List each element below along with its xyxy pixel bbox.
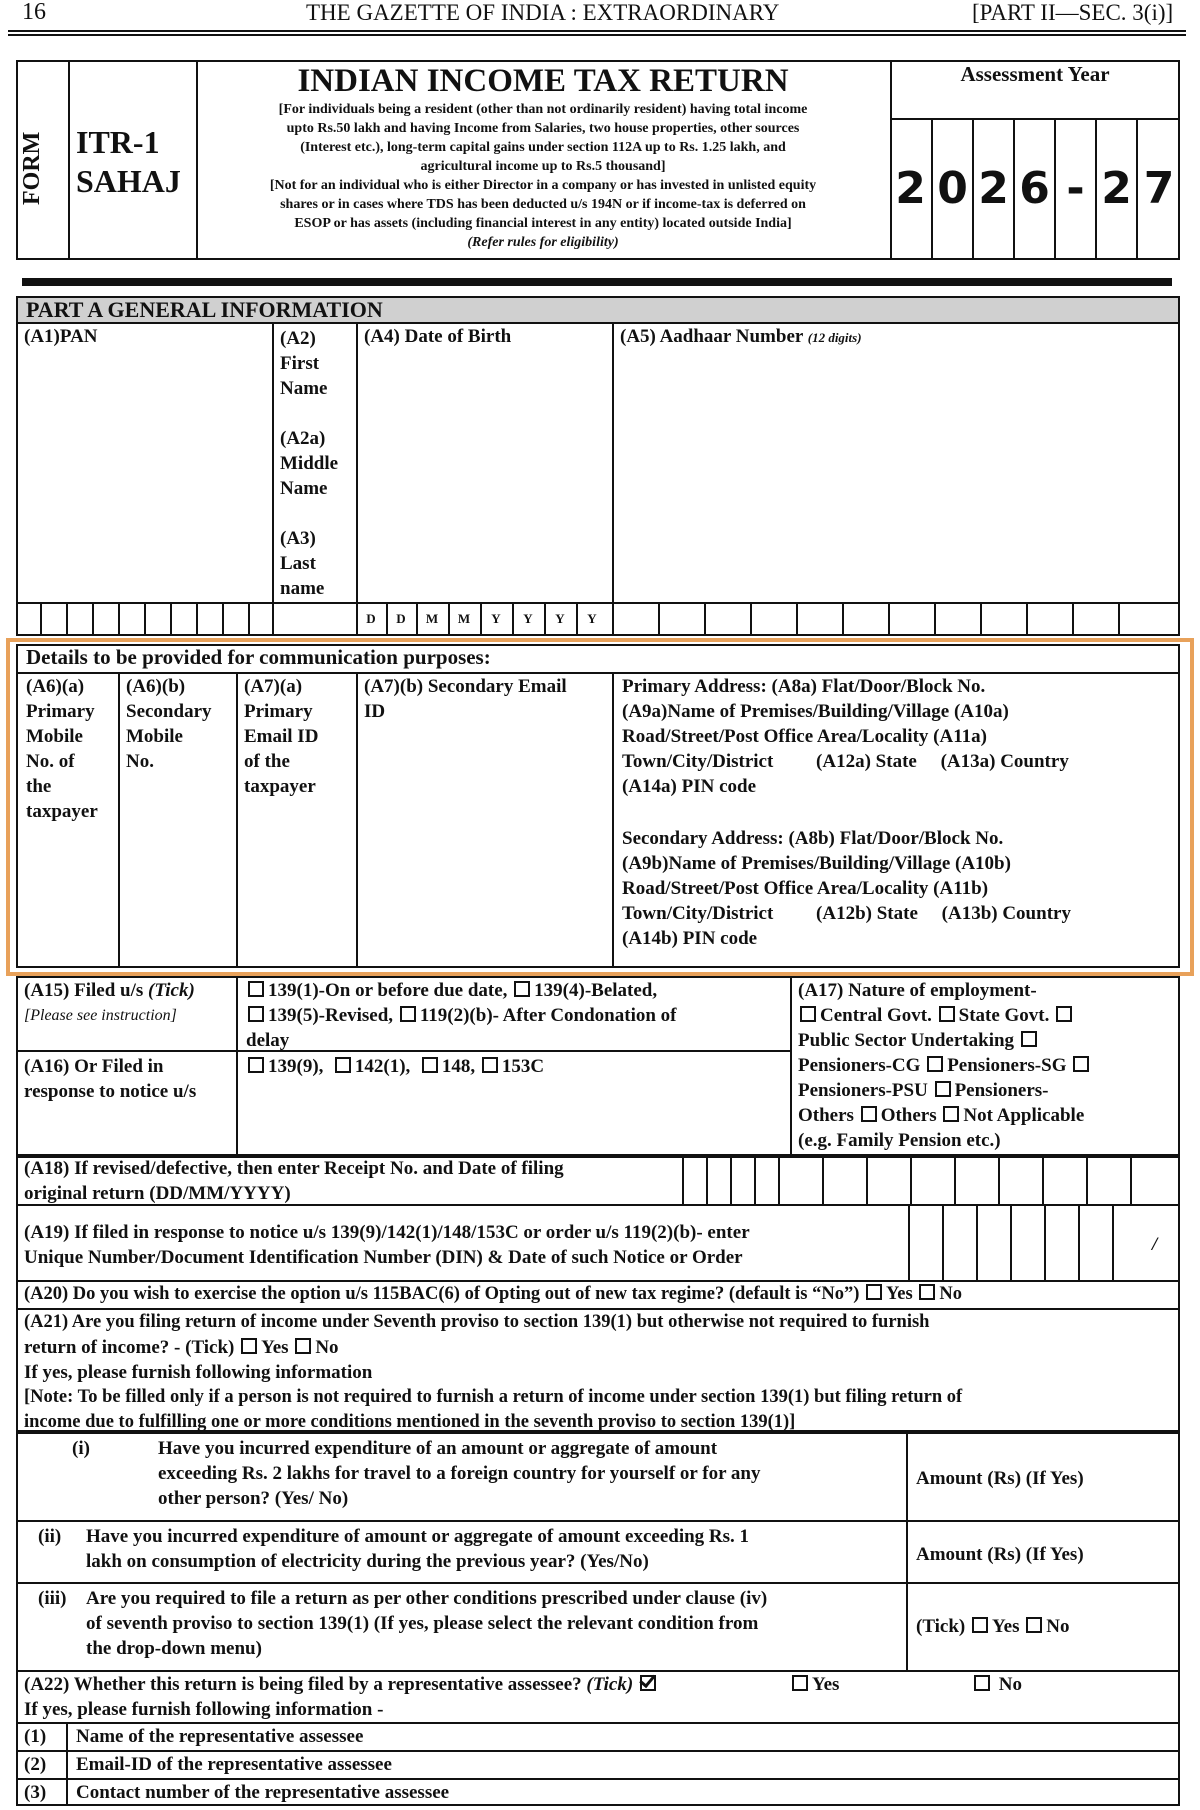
rep-contact-field[interactable]: Contact number of the representative assessee xyxy=(76,1782,450,1803)
a21-header: (A21) Are you filing return of income under Seventh proviso to section 139(1) but otherwise not required to furnish return of income? - (Tick) Yes No If yes, please furnish following information [Note: To be filled only if a person is not required to furnish a return of income under section 139(1) but filing return of income due to fulfilling one or more conditions mentioned in the seventh proviso to section 139(1)] xyxy=(24,1312,963,1432)
checkbox-others[interactable] xyxy=(861,1106,877,1122)
name-labels: (A2) First Name (A2a) Middle Name (A3) Last name xyxy=(280,328,339,599)
a21-iii-number: (iii) xyxy=(38,1588,67,1609)
gazette-title: THE GAZETTE OF INDIA : EXTRAORDINARY xyxy=(306,0,780,25)
checkbox-pensioners-cg[interactable] xyxy=(1021,1031,1037,1047)
checkbox-139-9[interactable] xyxy=(248,1057,264,1073)
checkbox-148[interactable] xyxy=(422,1057,438,1073)
dob-label: (A4) Date of Birth xyxy=(364,326,512,347)
a21-ii-amount-label[interactable]: Amount (Rs) (If Yes) xyxy=(916,1544,1084,1565)
a15-options: 139(1)-On or before due date, 139(4)-Belated, 139(5)-Revised, 119(2)(b)- After Condonation of delay xyxy=(246,980,677,1051)
a21-i-number: (i) xyxy=(72,1438,90,1459)
a22-no-option: No xyxy=(972,1672,1022,1697)
form-title: INDIAN INCOME TAX RETURN xyxy=(297,63,789,99)
checkbox-a20-yes[interactable] xyxy=(866,1284,882,1300)
a18-label: (A18) If revised/defective, then enter Receipt No. and Date of filing original return (DD/MM/YYYY) xyxy=(24,1158,564,1204)
part-a-box xyxy=(16,296,1180,636)
rep-row-2-number: (2) xyxy=(24,1754,47,1775)
gazette-rule xyxy=(8,30,1186,32)
checkbox-a21-no[interactable] xyxy=(295,1338,311,1354)
communication-heading: Details to be provided for communication purposes: xyxy=(26,645,491,669)
page-number: 16 xyxy=(22,0,46,25)
gazette-rule-2 xyxy=(8,34,1186,36)
checkbox-a22-yes[interactable] xyxy=(792,1675,808,1691)
checkbox-pensioners-others[interactable] xyxy=(935,1081,951,1097)
checkbox-a21-iii-no[interactable] xyxy=(1026,1617,1042,1633)
a21-ii-number: (ii) xyxy=(38,1526,62,1547)
tick-mark-icon xyxy=(640,1675,656,1691)
rep-row-1-number: (1) xyxy=(24,1726,47,1747)
checkbox-a20-no[interactable] xyxy=(919,1284,935,1300)
dob-input[interactable]: D D M M Y Y Y Y xyxy=(356,602,612,636)
primary-mobile-label: (A6)(a) Primary Mobile No. of the taxpayer xyxy=(26,676,98,822)
rep-email-field[interactable]: Email-ID of the representative assessee xyxy=(76,1754,392,1775)
secondary-email-label: (A7)(b) Secondary Email ID xyxy=(364,676,567,722)
a16-options: 139(9), 142(1), 148, 153C xyxy=(246,1054,544,1079)
checkbox-pensioners-psu[interactable] xyxy=(1073,1056,1089,1072)
assessment-year-digits: 2 0 2 6 - 2 7 xyxy=(890,118,1180,260)
a20-question: (A20) Do you wish to exercise the option u/s 115BAC(6) of Opting out of new tax regime? (default is “No”) Yes No xyxy=(24,1284,962,1304)
checkbox-a21-iii-yes[interactable] xyxy=(972,1617,988,1633)
a21-iii-question: Are you required to file a return as per other conditions prescribed under clause (iv) of seventh proviso to section 139(1) (If yes, please select the relevant condition from the drop-down menu) xyxy=(86,1588,768,1659)
pan-input[interactable] xyxy=(16,602,272,636)
checkbox-not-applicable[interactable] xyxy=(943,1106,959,1122)
checkbox-pensioners-sg[interactable] xyxy=(927,1056,943,1072)
checkbox-142-1[interactable] xyxy=(335,1057,351,1073)
checkbox-state-govt[interactable] xyxy=(939,1006,955,1022)
rep-name-field[interactable]: Name of the representative assessee xyxy=(76,1726,364,1747)
gazette-part: [PART II—SEC. 3(i)] xyxy=(972,0,1174,25)
a21-iii-tick: (Tick) Yes No xyxy=(916,1616,1070,1637)
a17-nature-of-employment: (A17) Nature of employment- Central Govt. State Govt. Public Sector Undertaking Pensioners-CG Pensioners-SG Pensioners-PSU Pensioners- Others Others Not Applicable (e.g. Family Pension etc.) xyxy=(798,978,1093,1153)
a22-question: (A22) Whether this return is being filed by a representative assessee? (Tick) xyxy=(24,1672,660,1697)
aadhaar-input[interactable] xyxy=(612,602,1180,636)
a21-i-question: Have you incurred expenditure of an amount or aggregate of amount exceeding Rs. 2 lakhs for travel to a foreign country for yourself or for any other person? (Yes/ No) xyxy=(158,1438,761,1509)
a21-ii-question: Have you incurred expenditure of amount or aggregate of amount exceeding Rs. 1 lakh on consumption of electricity during the previous year? (Yes/No) xyxy=(86,1526,750,1572)
secondary-address-label: Secondary Address: (A8b) Flat/Door/Block No. (A9b)Name of Premises/Building/Village (A10b) Road/Street/Post Office Area/Locality (A11b) Town/City/District (A12b) State (A13b) Country (A14b) PIN code xyxy=(622,828,1071,949)
primary-email-label: (A7)(a) Primary Email ID of the taxpayer xyxy=(244,676,319,797)
eligibility-text: [For individuals being a resident (other than not ordinarily resident) having total income upto Rs.50 lakh and having Income from Salaries, two house properties, other sources (Interest etc.), long-term capital gains under section 112A up to Rs. 1.25 lakh, and agricultural income up to Rs.5 thousand] [Not for an individual who is either Director in a company or has invested in unlisted equity shares or in cases where TDS has been deducted u/s 194N or if income-tax is deferred on ESOP or has assets (including financial interest in any entity) located outside India] (Refer rules for eligibility) xyxy=(269,102,817,250)
assessment-year-label: Assessment Year xyxy=(960,62,1110,86)
rep-row-3-number: (3) xyxy=(24,1782,47,1803)
a21-i-amount-label[interactable]: Amount (Rs) (If Yes) xyxy=(916,1468,1084,1489)
secondary-mobile-label: (A6)(b) Secondary Mobile No. xyxy=(126,676,212,772)
checkbox-a22-no[interactable] xyxy=(974,1675,990,1691)
pan-label: (A1)PAN xyxy=(24,326,98,347)
checkbox-119-2-b[interactable] xyxy=(400,1006,416,1022)
a18-input[interactable] xyxy=(682,1156,1180,1206)
checkbox-153c[interactable] xyxy=(482,1057,498,1073)
form-code: ITR-1 xyxy=(76,124,160,160)
checkbox-a21-yes[interactable] xyxy=(241,1338,257,1354)
form-name: SAHAJ xyxy=(76,163,181,199)
a22-yes-option: Yes xyxy=(790,1672,839,1697)
highlight-frame xyxy=(6,638,1194,976)
checkbox-psu[interactable] xyxy=(1056,1006,1072,1022)
a19-input[interactable]: / xyxy=(908,1204,1180,1282)
checkbox-139-4[interactable] xyxy=(514,981,530,997)
aadhaar-label: (A5) Aadhaar Number (12 digits) xyxy=(620,326,862,347)
form-label: FORM xyxy=(19,131,45,205)
a16-label: (A16) Or Filed in response to notice u/s xyxy=(24,1056,197,1102)
a22-subheading: If yes, please furnish following information - xyxy=(24,1699,384,1720)
thick-separator xyxy=(22,278,1172,286)
checkbox-139-5[interactable] xyxy=(248,1006,264,1022)
primary-address-label: Primary Address: (A8a) Flat/Door/Block No. (A9a)Name of Premises/Building/Village (A10a) Road/Street/Post Office Area/Locality (A11a) Town/City/District (A12a) State (A13a) Country (A14a) PIN code xyxy=(622,676,1069,797)
a15-label: (A15) Filed u/s (Tick) [Please see instruction] xyxy=(24,980,195,1024)
checkbox-central-govt[interactable] xyxy=(800,1006,816,1022)
a19-label: (A19) If filed in response to notice u/s 139(9)/142(1)/148/153C or order u/s 119(2)(b)- enter Unique Number/Document Identification Number (DIN) & Date of such Notice or Order xyxy=(24,1222,750,1268)
part-a-heading: PART A GENERAL INFORMATION xyxy=(26,297,383,322)
checkbox-139-1[interactable] xyxy=(248,981,264,997)
